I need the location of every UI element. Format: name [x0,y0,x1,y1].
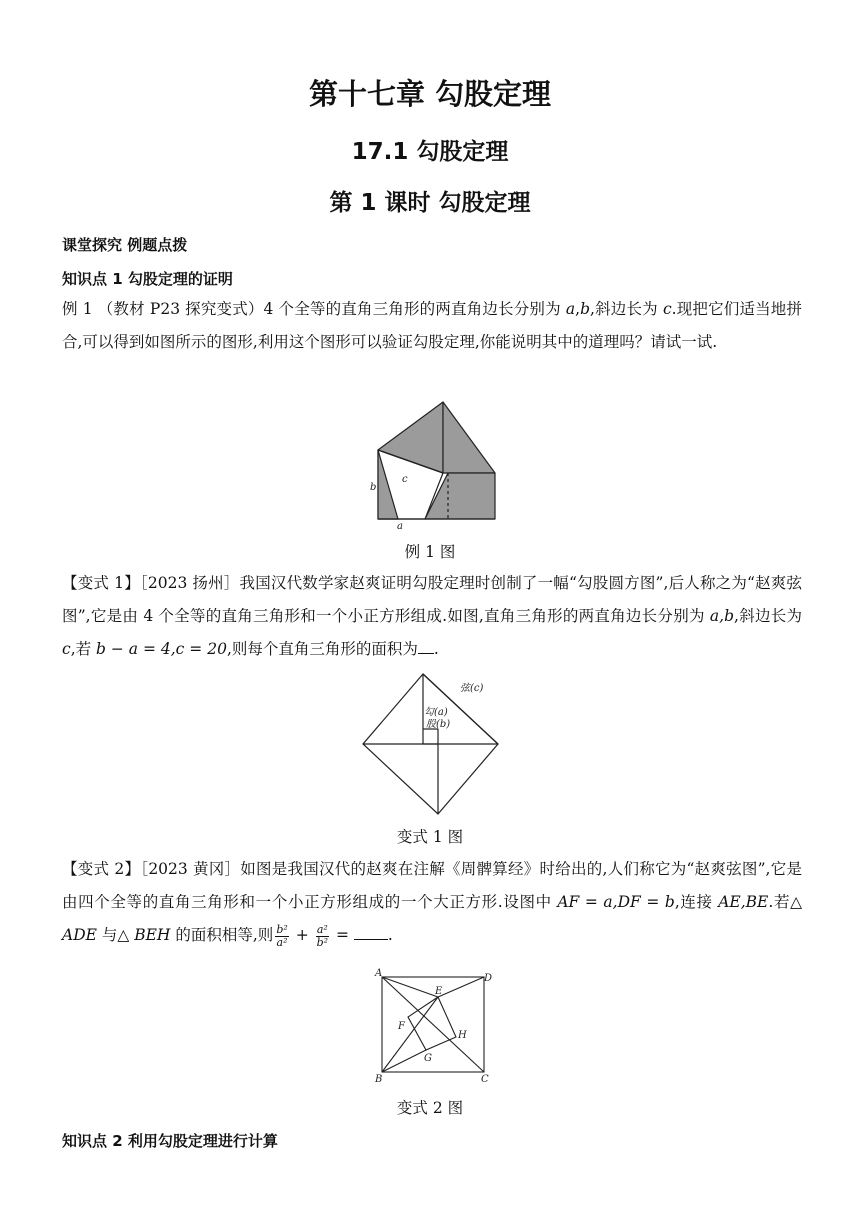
variant-2-text: 【变式 2】［2023 黄冈］如图是我国汉代的赵爽在注解《周髀算经》时给出的,人们称它为“赵爽弦图”,它是由四个全等的直角三角形和一个小正方形组成的一个大正方形.设图中 AF = a,DF = b,连接 AE,BE.若△ ADE 与△ BEH 的面积相等,则 $\frac{\text{b²}}{\text{a²}}$ + $\frac{\text{a²}}{\text{b²}}$ = . [62,860,803,949]
lesson-title: 第 1 课时 勾股定理 [329,190,531,216]
variant-1-text: 【变式 1】［2023 扬州］我国汉代数学家赵爽证明勾股定理时创制了一幅“勾股圆方图”,后人称之为“赵爽弦图”,它是由 4 个全等的直角三角形和一个小正方形组成.如图,直角三角形的两直角边长分别为 a,b,斜边长为 c,若 b − a = 4,c = 20,则每个直角三角形的面积为 . [62,574,802,658]
example-1-figure [370,400,500,530]
label-c: c [402,474,408,485]
example-1-caption: 例 1 图 [404,543,456,561]
fraction-2: $\frac{\text{a²}}{\text{b²}}$ [316,922,329,949]
top-triangle-right [443,402,495,473]
line-AE [382,977,438,997]
label-A: A [375,968,383,979]
variant-1-figure [360,671,510,817]
fraction-1: $\frac{\text{b²}}{\text{a²}}$ [276,922,288,949]
label-gou: 勾(a) [424,707,448,718]
label-hyp: 弦(c) [460,683,484,694]
label-F: F [398,1021,405,1032]
label-G: G [424,1053,432,1064]
label-D: D [484,973,493,984]
variant-2-caption: 变式 2 图 [396,1099,464,1117]
label-a: a [397,521,403,530]
line-BG [382,1050,426,1072]
answer-blank-2 [354,923,388,940]
line-ED [438,977,484,997]
section-title: 17.1 勾股定理 [351,139,509,165]
variant-2-figure [372,967,494,1085]
label-C: C [481,1074,489,1085]
chapter-title: 第十七章 勾股定理 [308,77,552,111]
label-H: H [458,1030,467,1041]
knowledge-point-2-heading: 知识点 2 利用勾股定理进行计算 [62,1132,278,1150]
class-explore-heading: 课堂探究 例题点拨 [62,236,188,254]
label-gu: 股(b) [426,719,451,730]
example-1-text: 例 1 （教材 P23 探究变式）4 个全等的直角三角形的两直角边长分别为 a,b,斜边长为 c.现把它们适当地拼合,可以得到如图所示的图形,利用这个图形可以验证勾股定理,你能说明其中的道理吗？请试一试. [62,300,802,351]
label-B: B [375,1074,383,1085]
answer-blank-1 [418,637,434,654]
label-b: b [370,482,377,493]
variant-1-caption: 变式 1 图 [396,828,464,846]
label-E: E [435,986,443,997]
knowledge-point-1-heading: 知识点 1 勾股定理的证明 [62,270,233,288]
